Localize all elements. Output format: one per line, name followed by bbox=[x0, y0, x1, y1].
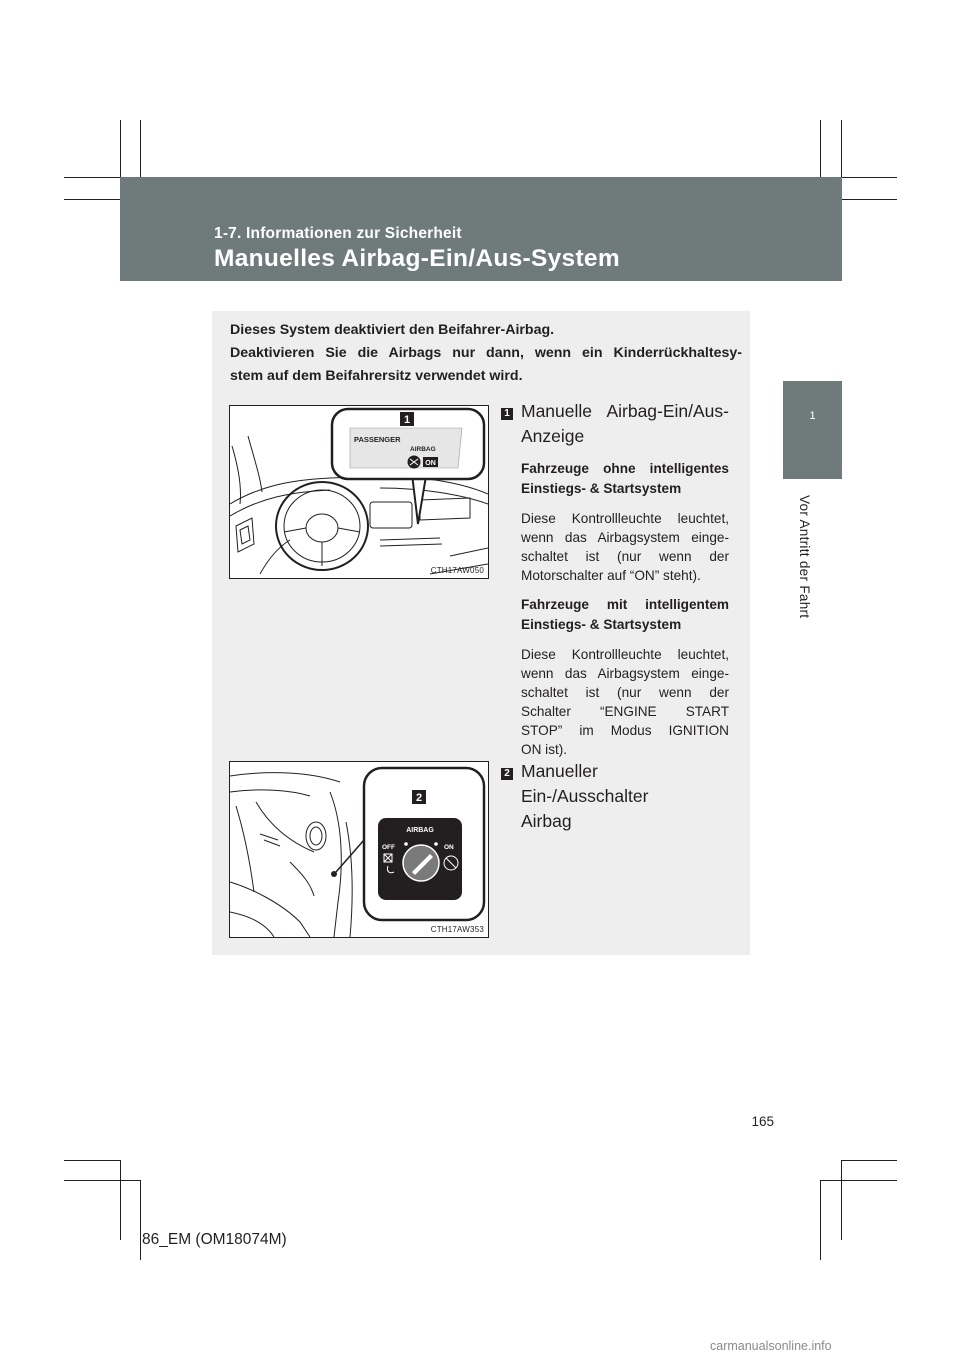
passenger-label: PASSENGER bbox=[354, 435, 401, 444]
crop-mark bbox=[140, 1180, 141, 1260]
body-line: wenn das Airbagsystem einge- bbox=[521, 666, 729, 681]
crop-mark bbox=[841, 1160, 897, 1161]
figure-callout: 2 bbox=[415, 792, 423, 804]
body-line: schaltet ist (nur wenn der bbox=[521, 549, 729, 564]
item-title-line: Anzeige bbox=[521, 426, 585, 446]
body-line: Motorschalter auf “ON” steht). bbox=[521, 568, 701, 583]
chapter-label bbox=[784, 495, 841, 619]
intro-line: stem auf dem Beifahrersitz verwendet wird. bbox=[230, 368, 523, 384]
item-body bbox=[521, 645, 729, 759]
airbag-label: AIRBAG bbox=[410, 446, 436, 453]
item-switch bbox=[501, 759, 729, 834]
crop-mark bbox=[64, 1180, 141, 1181]
switch-airbag-label: AIRBAG bbox=[406, 827, 434, 834]
crop-mark bbox=[64, 199, 120, 200]
intro-line: Deaktivieren Sie die Airbags nur dann, wenn ein Kinderrückhaltesy- bbox=[230, 345, 742, 361]
airbag-switch-illustration bbox=[229, 761, 489, 938]
body-line: schaltet ist (nur wenn der bbox=[521, 685, 729, 700]
item-title bbox=[521, 399, 729, 449]
subheading-line: Einstiegs- & Startsystem bbox=[521, 617, 682, 632]
watermark: carmanualsonline.info bbox=[710, 1339, 832, 1353]
subheading-line: Einstiegs- & Startsystem bbox=[521, 481, 682, 496]
figure-code: CTH17AW050 bbox=[430, 566, 484, 575]
chapter-number: 1 bbox=[809, 410, 816, 422]
content-panel bbox=[212, 311, 750, 955]
intro-text bbox=[230, 319, 742, 388]
crop-mark bbox=[820, 1180, 821, 1260]
chapter-title: Vor Antritt der Fahrt bbox=[797, 495, 812, 619]
crop-mark bbox=[120, 1160, 121, 1240]
item-indicator bbox=[501, 399, 729, 759]
body-line: STOP” im Modus IGNITION bbox=[521, 723, 729, 738]
figure-callout: 1 bbox=[403, 414, 411, 426]
body-line: Diese Kontrollleuchte leuchtet, bbox=[521, 647, 729, 662]
item-badge: 2 bbox=[501, 768, 513, 780]
switch-drawing bbox=[230, 762, 488, 937]
item-subheading bbox=[521, 595, 729, 635]
item-title-line: Airbag bbox=[521, 811, 572, 831]
page-number: 165 bbox=[751, 1114, 774, 1129]
subheading-line: Fahrzeuge mit intelligentem bbox=[521, 597, 729, 612]
dashboard-drawing bbox=[230, 406, 488, 578]
item-title bbox=[521, 759, 729, 834]
switch-off-label: OFF bbox=[382, 844, 395, 851]
crop-mark bbox=[64, 1160, 121, 1161]
item-title-line: Manuelle Airbag-Ein/Aus- bbox=[521, 401, 729, 421]
subheading-line: Fahrzeuge ohne intelligentes bbox=[521, 461, 729, 476]
item-badge: 1 bbox=[501, 408, 513, 420]
figure-code: CTH17AW353 bbox=[430, 925, 484, 934]
intro-line: Dieses System deaktiviert den Beifahrer-Airbag. bbox=[230, 322, 555, 338]
switch-on-label: ON bbox=[444, 844, 454, 851]
body-line: Schalter “ENGINE START bbox=[521, 704, 729, 719]
on-indicator-label: ON bbox=[425, 460, 436, 467]
page-header bbox=[120, 177, 842, 281]
body-line: ON ist). bbox=[521, 742, 568, 757]
crop-mark bbox=[820, 1180, 897, 1181]
crop-mark bbox=[842, 199, 897, 200]
item-title-line: Manueller Ein-/Ausschalter bbox=[521, 761, 649, 806]
item-body bbox=[521, 509, 729, 585]
crop-mark bbox=[841, 1160, 842, 1240]
page-title: Manuelles Airbag-Ein/Aus-System bbox=[214, 245, 620, 272]
document-code: 86_EM (OM18074M) bbox=[142, 1231, 287, 1248]
item-subheading bbox=[521, 459, 729, 499]
body-line: wenn das Airbagsystem einge- bbox=[521, 530, 729, 545]
dashboard-illustration bbox=[229, 405, 489, 579]
section-title: 1-7. Informationen zur Sicherheit bbox=[214, 225, 462, 242]
chapter-tab bbox=[783, 381, 842, 479]
body-line: Diese Kontrollleuchte leuchtet, bbox=[521, 511, 729, 526]
